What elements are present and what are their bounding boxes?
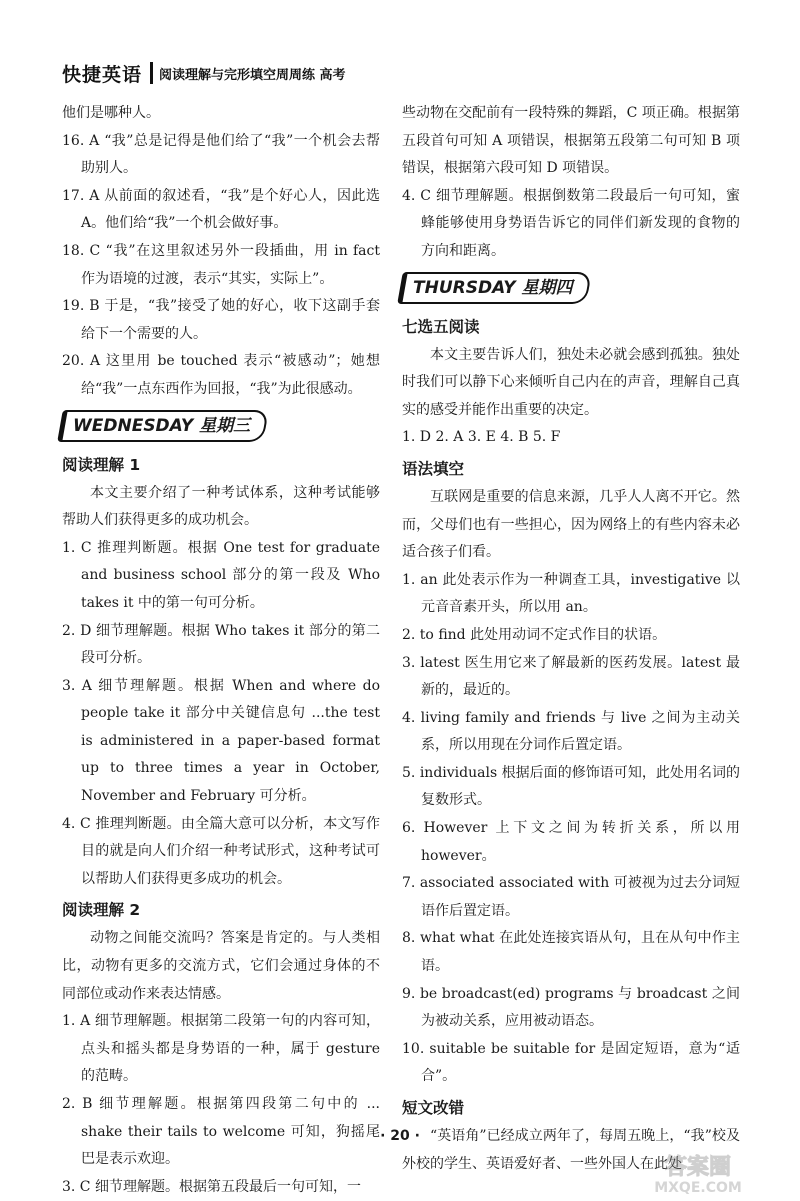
- answer-item: 9. be broadcast(ed) programs 与 broadcast 之间为被动关系，应用被动语态。: [402, 985, 740, 1030]
- answer-item: 20. A 这里用 be touched 表示“被感动”；她想给“我”一点东西作为回报，“我”为此很感动。: [62, 353, 380, 397]
- left-column: [62, 100, 380, 1201]
- answer-item: 4. living family and friends 与 live 之间为主动关系，所以用现在分词作后置定语。: [402, 709, 740, 754]
- answer-item: 6. However 上下文之间为转折关系，所以用 however。: [402, 820, 740, 864]
- section-title: 阅读理解 2: [62, 901, 141, 920]
- section-title: 短文改错: [402, 1099, 465, 1117]
- section-intro: 本文主要告诉人们，独处未必就会感到孤独。独处时我们可以静下心来倾听自己内在的声音，理解自己真实的感受并能作出重要的决定。: [402, 346, 740, 418]
- answer-item: 2. B 细节理解题。根据第四段第二句中的 ... shake their tails to welcome 可知，狗摇尾巴是表示欢迎。: [62, 1096, 380, 1168]
- answer-item: 17. A 从前面的叙述看，“我”是个好心人，因此选A。他们给“我”一个机会做好事。: [62, 187, 380, 232]
- answer-item: 1. A 细节理解题。根据第二段第一句的内容可知，点头和摇头都是身势语的一种，属于 gesture 的范畴。: [62, 1013, 380, 1085]
- header-divider: [150, 62, 153, 84]
- watermark-text: 答案圈: [664, 1155, 732, 1180]
- section-intro: 动物之间能交流吗？答案是肯定的。与人类相比，动物有更多的交流方式，它们会通过身体的不同部位或动作来表达情感。: [62, 930, 380, 1002]
- answer-item: 19. B 于是，“我”接受了她的好心，收下这副手套给下一个需要的人。: [62, 298, 380, 342]
- watermark-url: MXQE.COM: [654, 1180, 742, 1196]
- answer-item: 7. associated associated with 可被视为过去分词短语作后置定语。: [402, 875, 740, 919]
- brand-title: 快捷英语: [62, 63, 143, 86]
- section-title: 七选五阅读: [402, 317, 480, 336]
- section-intro: 本文主要介绍了一种考试体系，这种考试能够帮助人们获得更多的成功机会。: [62, 484, 380, 529]
- answer-item: 1. an 此处表示作为一种调查工具，investigative 以元音音素开头，所以用 an。: [402, 571, 740, 616]
- day-banner-label: THURSDAY 星期四: [413, 277, 573, 298]
- section-title: 语法填空: [402, 459, 465, 478]
- section-title: 阅读理解 1: [62, 455, 141, 474]
- answer-item: 1. C 推理判断题。根据 One test for graduate and business school 部分的第一段及 Who takes it 中的第一句可分析。: [62, 539, 380, 611]
- answer-item: 2. D 细节理解题。根据 Who takes it 部分的第二段可分析。: [62, 622, 380, 667]
- day-banner-label: WEDNESDAY 星期三: [73, 415, 251, 436]
- section-intro: 互联网是重要的信息来源，几乎人人离不开它。然而，父母们也有一些担心，因为网络上的有些内容未必适合孩子们看。: [402, 488, 740, 561]
- right-column: [402, 100, 740, 1178]
- day-banner-thursday: [397, 272, 591, 304]
- answer-item: 8. what what 在此处连接宾语从句，且在从句中作主语。: [402, 930, 740, 975]
- continued-line: 些动物在交配前有一段特殊的舞蹈，C 项正确。根据第五段首句可知 A 项错误，根据第五段第二句可知 B 项错误，根据第六段可知 D 项错误。: [402, 105, 740, 177]
- answer-item: 10. suitable be suitable for 是固定短语，意为“适合”。: [402, 1040, 740, 1085]
- answer-item: 4. C 细节理解题。根据倒数第二段最后一句可知，蜜蜂能够使用身势语告诉它的同伴们新发现的食物的方向和距离。: [402, 187, 740, 259]
- answer-key-line: 1. D 2. A 3. E 4. B 5. F: [402, 429, 561, 446]
- continued-line: 他们是哪种人。: [62, 105, 160, 121]
- answer-item: 3. latest 医生用它来了解最新的医药发展。latest 最新的，最近的。: [402, 654, 740, 699]
- header-subtitle: 阅读理解与完形填空周周练 高考: [159, 67, 346, 83]
- answer-item: 3. A 细节理解题。根据 When and where do people take it 部分中关键信息句 ...the test is administered in a paper-based format up to three times a year in October, November and February 可分析。: [62, 677, 380, 805]
- watermark-logo: [618, 1148, 778, 1196]
- answer-item: 3. C 细节理解题。根据第五段最后一句可知，一: [62, 1178, 361, 1195]
- answer-item: 18. C “我”在这里叙述另外一段插曲，用 in fact 作为语境的过渡，表示“其实，实际上”。: [62, 242, 380, 287]
- running-header: [62, 58, 742, 88]
- answer-item: 4. C 推理判断题。由全篇大意可以分析，本文写作目的就是向人们介绍一种考试形式，这种考试可以帮助人们获得更多成功的机会。: [62, 815, 380, 887]
- answer-item: 16. A “我”总是记得是他们给了“我”一个机会去帮助别人。: [62, 132, 380, 177]
- page-number: · 20 ·: [380, 1128, 420, 1144]
- section-intro: “英语角”已经成立两年了，每周五晚上，“我”校及外校的学生、英语爱好者、一些外国人在此处: [402, 1128, 740, 1172]
- answer-item: 5. individuals 根据后面的修饰语可知，此处用名词的复数形式。: [402, 764, 740, 809]
- day-banner-wednesday: [57, 410, 269, 442]
- answer-item: 2. to find 此处用动词不定式作目的状语。: [402, 626, 667, 643]
